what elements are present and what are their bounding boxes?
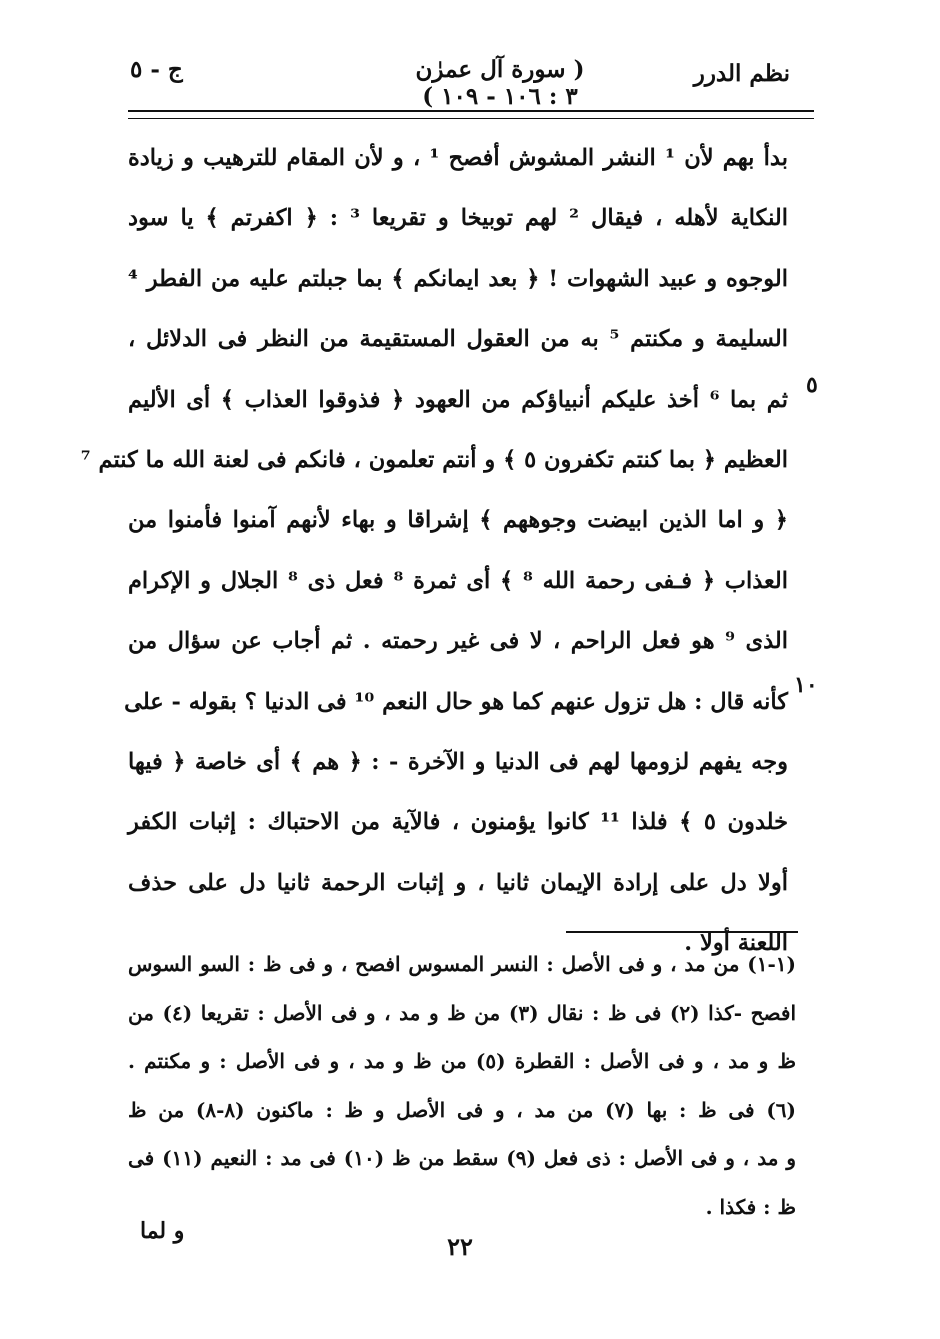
line-marker-5: ٥ xyxy=(806,372,818,398)
main-text xyxy=(80,128,789,974)
text-line: العذاب ﴿ فـفى رحمة الله ⁸ ﴾ أى ثمرة ⁸ فعل ذى ⁸ الجلال و الإكرام xyxy=(128,567,788,594)
text-line: ﴿ و اما الذين ابيضت وجوههم ﴾ إشراقا و بهاء لأنهم آمنوا فأمنوا من xyxy=(128,507,788,534)
footnote-line: و مد ، و فى الأصل : ذى فعل (٩) سقط من ظ (١٠) فى مد : النعيم (١١) فى xyxy=(128,1146,797,1170)
volume-number: ج - ٥ xyxy=(130,56,183,83)
catchword: و لما xyxy=(140,1218,185,1244)
text-line: العظيم ﴿ بما كنتم تكفرون ٥ ﴾ و أنتم تعلمون ، فانكم فى لعنة الله ما كنتم ⁷ xyxy=(80,447,788,474)
text-line: ثم بما ⁶ أخذ عليكم أنبياؤكم من العهود ﴿ فذوقوا العذاب ﴾ أى الأليم xyxy=(128,386,788,413)
text-line: وجه يفهم لزومها لهم فى الدنيا و الآخرة - : ﴿ هم ﴾ أى خاصة ﴿ فيها xyxy=(128,749,788,776)
footnote-line: ظ : فكذا . xyxy=(705,1194,796,1219)
footnote-line: ظ و مد ، و فى الأصل : القطرة (٥) من ظ و مد ، و فى الأصل : و مكنتم . xyxy=(128,1049,797,1073)
footnote-rule xyxy=(566,931,798,933)
text-line: خلدون ٥ ﴾ فلذا ¹¹ كانوا يؤمنون ، فالآية من الاحتباك : إثبات الكفر xyxy=(128,809,789,836)
book-title: نظم الدرر xyxy=(693,60,790,87)
footnote-line: (١-١) من مد ، و فى الأصل : النسر المسوس افصح ، و فى ظ : السو السوس xyxy=(128,952,796,976)
text-line: السليمة و مكنتم ⁵ به من العقول المستقيمة من النظر فى الدلائل ، xyxy=(128,326,788,353)
footnote-line: افصح -كذا (٢) فى ظ : نقال (٣) من ظ و مد ، و فى الأصل : تقريعا (٤) من xyxy=(128,1000,796,1025)
text-line: النكاية لأهله ، فيقال ² لهم توبيخا و تقريعا ³ : ﴿ اكفرتم ﴾ يا سود xyxy=(128,205,788,232)
page-number: ٢٢ xyxy=(447,1232,473,1261)
chapter-reference: ( سورة آل عمرٰن ٣ : ١٠٦ - ١٠٩ ) xyxy=(415,56,585,110)
text-line: اللعنة أولا . xyxy=(684,930,788,957)
text-line: الوجوه و عبيد الشهوات ! ﴿ بعد ايمانكم ﴾ بما جبلتم عليه من الفطر ⁴ xyxy=(128,265,788,292)
footnotes xyxy=(128,940,796,1231)
running-header xyxy=(130,48,790,110)
text-line: الذى ⁹ هو فعل الراحم ، لا فى غير رحمته . ثم أجاب عن سؤال من xyxy=(128,628,788,655)
line-marker-10: ١٠ xyxy=(794,672,818,698)
header-rule-top xyxy=(128,110,814,112)
footnote-line: (٦) فى ظ : بها (٧) من مد ، و فى الأصل و ظ : ماكنون (٨-٨) من ظ xyxy=(128,1097,796,1122)
text-line: كأنه قال : هل تزول عنهم كما هو حال النعم ¹⁰ فى الدنيا ؟ بقوله - على xyxy=(124,688,788,715)
text-line: بدأ بهم لأن ¹ النشر المشوش أفصح ¹ ، و لأن المقام للترهيب و زيادة xyxy=(128,145,788,171)
text-line: أولا دل على إرادة الإيمان ثانيا ، و إثبات الرحمة ثانيا دل على حذف xyxy=(128,869,788,896)
header-rule-bottom xyxy=(128,118,814,119)
